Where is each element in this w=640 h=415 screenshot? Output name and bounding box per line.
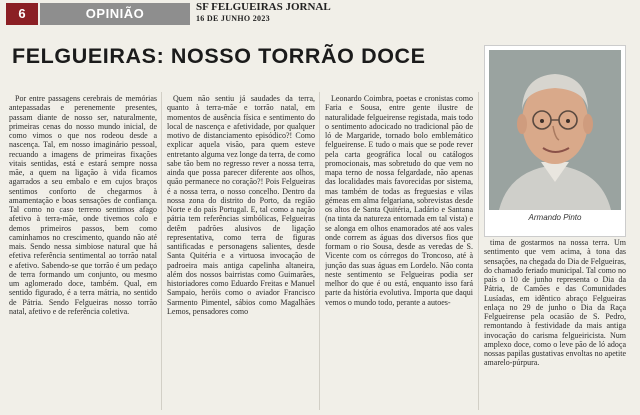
article-column-1 (9, 94, 157, 412)
column-divider (161, 92, 162, 410)
masthead (196, 2, 331, 24)
portrait-illustration (489, 50, 621, 210)
column-divider (478, 92, 479, 410)
article-headline: FELGUEIRAS: NOSSO TORRÃO DOCE (12, 44, 426, 68)
page-header (0, 0, 640, 30)
section-label: OPINIÃO (40, 3, 190, 25)
article-text: Quem não sentiu já saudades da terra, quanto à terra-mãe e torrão natal, em momentos de ausência física e sentimento do local de nascença e afetividade, por qualquer motivo de distanciamento episódico?! Como explicar aquela visão, para quem esteve entretanto alguma vez longe da terra, de como sabe tão bem no regresso rever a nossa terra, ainda que possa parecer diferente aos olhos, quão permanece no coração?! Pois Felgueiras é a nossa terra, o nosso concelho. Dentro da nossa zona do distrito do Porto, da região Norte e do país Portugal. E, tal como a nação pátria tem referências simbólicas, Felgueiras detêm padrões alusivos de ligação representativa, como terra de figuras santificadas e personagens salientes, desde Santa Quitéria e a virtuosa invocação de padroeira mais antiga capelinha altaneira, além dos nossos bairristas como Guimarães, historiadores como Eduardo Freitas e Manuel Sampaio, heróis como o aviador Francisco Sarmento Pimentel, sábios como Magalhães Lemos, pensadores como (167, 94, 315, 316)
article-text: tima de gostarmos na nossa terra. Um sentimento que vem acima, à tona das sensações, na chegada do Dia de Felgueiras, do chamado feriado municipal. Tal como no país o 10 de junho representa o Dia da Pátria, de Camões e das Comunidades Lusíadas, em idêntico abraço Felgueiras enlaça no 29 de junho o Dia da Raça Felgueirense pela ocasião de S. Pedro, remontando à festividade da mais antiga invocação do carisma felgueiricista. Num amplexo doce, como o leve pão de ló adoça nossas papilas gustativas envoltas no apetite amarelo-púrpura. (484, 238, 626, 368)
article-column-3 (325, 94, 473, 412)
photo-caption: Armando Pinto (528, 213, 582, 222)
article-column-4 (484, 238, 626, 412)
column-divider (319, 92, 320, 410)
publication-date: 16 DE JUNHO 2023 (196, 14, 270, 23)
page-number: 6 (6, 3, 38, 25)
author-photo (489, 50, 621, 210)
publication-name: SF FELGUEIRAS JORNAL (196, 1, 331, 13)
article-column-2 (167, 94, 315, 412)
article-text: Por entre passagens cerebrais de memórias antepassadas e perenemente presentes, passam diante de nosso ser, naturalmente, primeiras cenas do nosso mundo inicial, de como vimos o que nos rodeou desde a nascença. Tal, em nosso imaginário pessoal, recuando a imagens de primeiras fixações vitais sentidas, está e estará sempre nossa mãe, a quem na ligação à vida ficamos agarrados a seu embalo e em cujos braços sentimos conforto de chegarmos à amamentação e boas sensações de confiança. Tal como no caso terreno sentimos afago afetivo à terra-mãe, onde tivemos colo e demos primeiros passos, bem como caminhamos no crescimento, quando não até mais. Sendo nessa simbiose natural que há efetiva referência sentimental ao torrão natal e afetivo. Sabendo-se que torrão é um pedaço de terra formando um conjunto, ou mesmo um aglomerado doce, também. Qual, em sentido figurado, é a terra mátria, no sentido de Pátria. Sendo Felgueiras nosso torrão natal, afetivo e de referência coletiva. (9, 94, 157, 316)
article-text: Leonardo Coimbra, poetas e cronistas como Faria e Sousa, entre gente ilustre de naturalidade felgueirense registada, mais todo o sentimento adocicado no tradicional pão de ló de Margaride, tornado bolo emblemático felgueirense. E tudo o mais que se pode rever pela carta geográfica local ou catálogos promocionais, mas sobretudo do que vem no mapa terno de nossa felgardade, não apenas das localidades mais favorecidas por sistema, mas também de todas as freguesias e vilas gémeas em alma felgariana, sobrevistas desde os altos de Santa Quitéria, Ladário e Santana (na tinta da natureza entornada em tal vista) e se alonga em olhos enamorados até aos vales onde correm as águas dos diversos fios que formam o rio Sousa, desde as veredas de S. Vicente com os córregos do Troncoso, até à junção das suas águas em Lordelo. Não conta neste sentimento se Felgueiras podia ser melhor do que é ou está, enquanto isso fará parte da história evolutiva. Importa que daqui vemos o mundo todo, perante a autoes- (325, 94, 473, 307)
author-photo-frame (484, 45, 626, 237)
